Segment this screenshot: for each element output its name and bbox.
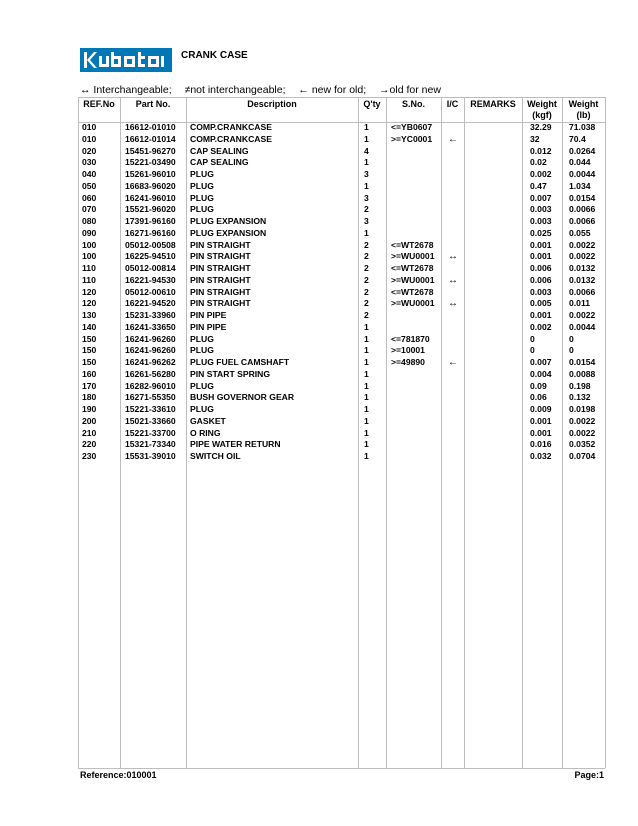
- cell-serial-no: >=10001: [391, 345, 425, 356]
- table-row: [0, 334, 638, 346]
- cell-weight-kgf: 0.02: [530, 157, 547, 168]
- cell-part-no: 16271-96160: [125, 227, 176, 238]
- cell-weight-lb: 0.0022: [569, 239, 596, 250]
- cell-weight-kgf: 0.002: [530, 321, 552, 332]
- table-row: [0, 345, 638, 357]
- cell-weight-lb: 0.0066: [569, 204, 596, 215]
- cell-weight-lb: 0.0154: [569, 192, 596, 203]
- cell-weight-kgf: 0.007: [530, 192, 552, 203]
- table-row: [0, 357, 638, 369]
- table-row: [0, 157, 638, 169]
- cell-weight-kgf: 0.002: [530, 169, 552, 179]
- cell-weight-kgf: 0.009: [530, 404, 552, 414]
- cell-weight-lb: 0.0264: [569, 145, 596, 156]
- cell-weight-lb: 0.0022: [569, 251, 596, 262]
- cell-description: SWITCH OIL: [190, 451, 241, 461]
- cell-qty: 1: [364, 227, 369, 238]
- cell-part-no: 16241-96260: [125, 345, 176, 356]
- legend-old-for-new: →old for new: [379, 84, 441, 96]
- cell-weight-kgf: 0.003: [530, 216, 552, 226]
- cell-ref: 010: [82, 133, 97, 144]
- cell-weight-lb: 0.0022: [569, 310, 596, 320]
- legend: [80, 84, 441, 96]
- cell-ref: 100: [82, 251, 97, 262]
- cell-part-no: 15021-33660: [125, 415, 176, 426]
- header-ref: REF.No: [83, 99, 115, 109]
- cell-qty: 3: [364, 192, 369, 203]
- cell-weight-lb: 0.044: [569, 157, 591, 168]
- cell-ref: 210: [82, 427, 97, 438]
- cell-part-no: 16241-33650: [125, 321, 176, 332]
- cell-weight-lb: 0.0352: [569, 439, 596, 450]
- cell-serial-no: <=781870: [391, 333, 430, 344]
- cell-qty: 1: [364, 333, 369, 344]
- cell-weight-lb: 0.055: [569, 227, 591, 238]
- cell-weight-lb: 0.132: [569, 392, 591, 403]
- cell-qty: 1: [364, 392, 369, 403]
- cell-description: COMP.CRANKCASE: [190, 122, 272, 132]
- table-row: [0, 251, 638, 263]
- cell-part-no: 17391-96160: [125, 216, 176, 226]
- cell-description: BUSH GOVERNOR GEAR: [190, 392, 295, 403]
- table-row: [0, 287, 638, 299]
- cell-ref: 200: [82, 415, 97, 426]
- cell-weight-lb: 0.0066: [569, 216, 596, 226]
- cell-weight-kgf: 0.09: [530, 380, 547, 391]
- cell-qty: 1: [364, 180, 369, 191]
- cell-qty: 1: [364, 133, 369, 144]
- cell-part-no: 15531-39010: [125, 451, 176, 461]
- cell-ref: 070: [82, 204, 97, 215]
- cell-ref: 040: [82, 169, 97, 179]
- table-row: [0, 416, 638, 428]
- table-row: [0, 146, 638, 158]
- cell-part-no: 15451-96270: [125, 145, 176, 156]
- cell-description: PLUG: [190, 404, 214, 414]
- cell-qty: 3: [364, 169, 369, 179]
- cell-qty: 2: [364, 310, 369, 320]
- cell-qty: 1: [364, 380, 369, 391]
- cell-serial-no: >=WU0001: [391, 298, 435, 309]
- table-row: [0, 381, 638, 393]
- table-row: [0, 392, 638, 404]
- cell-qty: 2: [364, 263, 369, 273]
- cell-description: PLUG: [190, 345, 214, 356]
- cell-description: PLUG: [190, 180, 214, 191]
- header-sno: S.No.: [401, 99, 425, 109]
- cell-ref: 080: [82, 216, 97, 226]
- table-row: [0, 263, 638, 275]
- footer-reference: Reference:010001: [80, 770, 157, 780]
- header-weight-kgf: [522, 99, 562, 121]
- cell-part-no: 05012-00610: [125, 286, 176, 297]
- cell-qty: 3: [364, 216, 369, 226]
- cell-part-no: 05012-00814: [125, 263, 176, 273]
- cell-weight-lb: 0.198: [569, 380, 591, 391]
- kubota-logo: [80, 48, 172, 72]
- cell-qty: 1: [364, 404, 369, 414]
- cell-weight-kgf: 0.001: [530, 415, 552, 426]
- cell-weight-lb: 0: [569, 345, 574, 356]
- cell-description: PIN STRAIGHT: [190, 286, 251, 297]
- cell-part-no: 16225-94510: [125, 251, 176, 262]
- table-row: [0, 275, 638, 287]
- cell-weight-kgf: 0.006: [530, 274, 552, 285]
- cell-qty: 1: [364, 321, 369, 332]
- table-row: [0, 134, 638, 146]
- cell-ref: 120: [82, 286, 97, 297]
- header-weight-kgf-unit: (kgf): [532, 110, 552, 120]
- cell-weight-kgf: 0: [530, 345, 535, 356]
- table-row: [0, 439, 638, 451]
- cell-description: PLUG EXPANSION: [190, 227, 267, 238]
- cell-ic: ←: [448, 133, 458, 145]
- cell-ref: 160: [82, 368, 97, 379]
- cell-qty: 2: [364, 274, 369, 285]
- cell-weight-kgf: 0.006: [530, 263, 552, 273]
- cell-part-no: 15221-33700: [125, 427, 176, 438]
- cell-qty: 4: [364, 145, 369, 156]
- cell-description: COMP.CRANKCASE: [190, 133, 272, 144]
- cell-weight-kgf: 0.016: [530, 439, 552, 450]
- cell-ic: ↔: [448, 298, 458, 310]
- cell-ref: 230: [82, 451, 97, 461]
- cell-weight-lb: 1.034: [569, 180, 591, 191]
- cell-part-no: 16221-94520: [125, 298, 176, 309]
- table-row: [0, 216, 638, 228]
- cell-ref: 030: [82, 157, 97, 168]
- cell-serial-no: >=YC0001: [391, 133, 433, 144]
- cell-part-no: 16683-96020: [125, 180, 176, 191]
- table-row: [0, 169, 638, 181]
- cell-description: PLUG: [190, 192, 214, 203]
- cell-qty: 2: [364, 239, 369, 250]
- table-row: [0, 204, 638, 216]
- cell-description: PIN STRAIGHT: [190, 263, 251, 273]
- cell-weight-lb: 0.0704: [569, 451, 596, 461]
- cell-description: PLUG: [190, 204, 214, 215]
- table-row: [0, 298, 638, 310]
- cell-weight-kgf: 0.001: [530, 251, 552, 262]
- cell-qty: 1: [364, 415, 369, 426]
- cell-ref: 010: [82, 122, 97, 132]
- cell-part-no: 16221-94530: [125, 274, 176, 285]
- page-title: CRANK CASE: [181, 50, 248, 61]
- cell-ref: 060: [82, 192, 97, 203]
- cell-description: PIN STRAIGHT: [190, 239, 251, 250]
- cell-weight-lb: 0.0132: [569, 263, 596, 273]
- table-row: [0, 181, 638, 193]
- cell-description: PIPE WATER RETURN: [190, 439, 281, 450]
- cell-ref: 190: [82, 404, 97, 414]
- cell-ic: ↔: [448, 251, 458, 263]
- cell-serial-no: >=49890: [391, 357, 425, 367]
- cell-ic: ←: [448, 357, 458, 368]
- cell-weight-lb: 0.0044: [569, 321, 596, 332]
- cell-qty: 1: [364, 345, 369, 356]
- cell-description: PIN START SPRING: [190, 368, 271, 379]
- cell-part-no: 16261-56280: [125, 368, 176, 379]
- header-weight-kgf-label: Weight: [527, 99, 557, 109]
- legend-interchangeable: ↔ Interchangeable;: [80, 84, 172, 96]
- cell-weight-kgf: 32: [530, 133, 540, 144]
- cell-weight-kgf: 0.007: [530, 357, 552, 367]
- cell-qty: 1: [364, 368, 369, 379]
- cell-part-no: 16282-96010: [125, 380, 176, 391]
- cell-part-no: 15261-96010: [125, 169, 176, 179]
- cell-ref: 090: [82, 227, 97, 238]
- cell-qty: 2: [364, 298, 369, 309]
- cell-description: CAP SEALING: [190, 157, 249, 168]
- cell-part-no: 15221-03490: [125, 157, 176, 168]
- cell-weight-lb: 0.0044: [569, 169, 596, 179]
- header-qty: Q'ty: [363, 99, 381, 109]
- cell-ref: 150: [82, 357, 97, 367]
- cell-qty: 2: [364, 286, 369, 297]
- cell-weight-kgf: 0.005: [530, 298, 552, 309]
- cell-description: PIN STRAIGHT: [190, 274, 251, 285]
- table-row: [0, 451, 638, 463]
- cell-weight-lb: 0.0198: [569, 404, 596, 414]
- cell-weight-kgf: 0.003: [530, 204, 552, 215]
- cell-weight-kgf: 0.001: [530, 239, 552, 250]
- cell-weight-lb: 0.0088: [569, 368, 596, 379]
- legend-new-for-old: ← new for old;: [298, 84, 367, 96]
- cell-part-no: 05012-00508: [125, 239, 176, 250]
- cell-ref: 150: [82, 345, 97, 356]
- cell-ref: 020: [82, 145, 97, 156]
- header-part: Part No.: [135, 99, 171, 109]
- cell-qty: 1: [364, 439, 369, 450]
- cell-part-no: 16241-96262: [125, 357, 176, 367]
- cell-ref: 170: [82, 380, 97, 391]
- cell-weight-lb: 0: [569, 333, 574, 344]
- cell-serial-no: >=WU0001: [391, 274, 435, 285]
- cell-ref: 150: [82, 333, 97, 344]
- cell-part-no: 15521-96020: [125, 204, 176, 215]
- cell-serial-no: <=YB0607: [391, 122, 433, 132]
- cell-qty: 2: [364, 251, 369, 262]
- cell-part-no: 15321-73340: [125, 439, 176, 450]
- cell-part-no: 16241-96260: [125, 333, 176, 344]
- cell-weight-kgf: 32.29: [530, 122, 552, 132]
- cell-ref: 180: [82, 392, 97, 403]
- cell-qty: 1: [364, 427, 369, 438]
- cell-part-no: 15231-33960: [125, 310, 176, 320]
- table-top-border: [78, 97, 605, 98]
- cell-weight-lb: 0.0022: [569, 415, 596, 426]
- cell-ref: 050: [82, 180, 97, 191]
- cell-qty: 1: [364, 451, 369, 461]
- cell-weight-kgf: 0.47: [530, 180, 547, 191]
- cell-ref: 120: [82, 298, 97, 309]
- cell-part-no: 15221-33610: [125, 404, 176, 414]
- table-row: [0, 122, 638, 134]
- table-row: [0, 193, 638, 205]
- cell-ref: 100: [82, 239, 97, 250]
- cell-description: PLUG: [190, 380, 214, 391]
- header-weight-lb-unit: (lb): [576, 110, 591, 120]
- header-weight-lb: [562, 99, 605, 121]
- cell-ref: 140: [82, 321, 97, 332]
- cell-description: CAP SEALING: [190, 145, 249, 156]
- footer-page: Page:1: [574, 770, 604, 780]
- cell-ref: 130: [82, 310, 97, 320]
- cell-weight-lb: 0.011: [569, 298, 591, 309]
- cell-weight-kgf: 0.001: [530, 427, 552, 438]
- table-row: [0, 428, 638, 440]
- header-weight-lb-label: Weight: [568, 99, 599, 109]
- cell-description: PLUG: [190, 333, 214, 344]
- cell-weight-kgf: 0.025: [530, 227, 552, 238]
- cell-description: PLUG: [190, 169, 214, 179]
- header-ic: I/C: [446, 99, 459, 109]
- cell-serial-no: <=WT2678: [391, 286, 434, 297]
- cell-ref: 220: [82, 439, 97, 450]
- cell-weight-kgf: 0.001: [530, 310, 552, 320]
- cell-weight-lb: 71.038: [569, 122, 596, 132]
- cell-weight-kgf: 0.032: [530, 451, 552, 461]
- cell-qty: 1: [364, 357, 369, 367]
- cell-qty: 1: [364, 122, 369, 132]
- table-row: [0, 228, 638, 240]
- cell-serial-no: <=WT2678: [391, 239, 434, 250]
- cell-part-no: 16612-01014: [125, 133, 176, 144]
- cell-qty: 2: [364, 204, 369, 215]
- kubota-logo-graphic: [80, 48, 172, 72]
- cell-ref: 110: [82, 274, 96, 285]
- cell-weight-lb: 0.0132: [569, 274, 596, 285]
- legend-not-interchangeable: ≠not interchangeable;: [184, 84, 286, 96]
- cell-weight-kgf: 0.004: [530, 368, 552, 379]
- header-desc: Description: [247, 99, 297, 109]
- cell-part-no: 16271-55350: [125, 392, 176, 403]
- cell-description: PIN PIPE: [190, 321, 227, 332]
- cell-description: PIN STRAIGHT: [190, 251, 251, 262]
- cell-serial-no: >=WU0001: [391, 251, 435, 262]
- cell-serial-no: <=WT2678: [391, 263, 434, 273]
- cell-weight-lb: 0.0022: [569, 427, 596, 438]
- header-remarks: REMARKS: [470, 99, 516, 109]
- cell-weight-kgf: 0.012: [530, 145, 552, 156]
- cell-weight-kgf: 0.003: [530, 286, 552, 297]
- cell-weight-kgf: 0.06: [530, 392, 547, 403]
- cell-weight-kgf: 0: [530, 333, 535, 344]
- cell-description: PIN STRAIGHT: [190, 298, 251, 309]
- table-bottom-border: [78, 768, 605, 769]
- cell-ic: ↔: [448, 274, 458, 286]
- table-row: [0, 322, 638, 334]
- cell-description: GASKET: [190, 415, 226, 426]
- cell-description: PLUG FUEL CAMSHAFT: [190, 357, 290, 367]
- table-row: [0, 404, 638, 416]
- cell-description: O RING: [190, 427, 221, 438]
- table-row: [0, 369, 638, 381]
- cell-weight-lb: 0.0066: [569, 286, 596, 297]
- cell-part-no: 16612-01010: [125, 122, 176, 132]
- cell-description: PIN PIPE: [190, 310, 227, 320]
- cell-ref: 110: [82, 263, 96, 273]
- cell-weight-lb: 0.0154: [569, 357, 596, 367]
- cell-weight-lb: 70.4: [569, 133, 586, 144]
- cell-description: PLUG EXPANSION: [190, 216, 267, 226]
- table-row: [0, 310, 638, 322]
- table-row: [0, 240, 638, 252]
- cell-part-no: 16241-96010: [125, 192, 176, 203]
- cell-qty: 1: [364, 157, 369, 168]
